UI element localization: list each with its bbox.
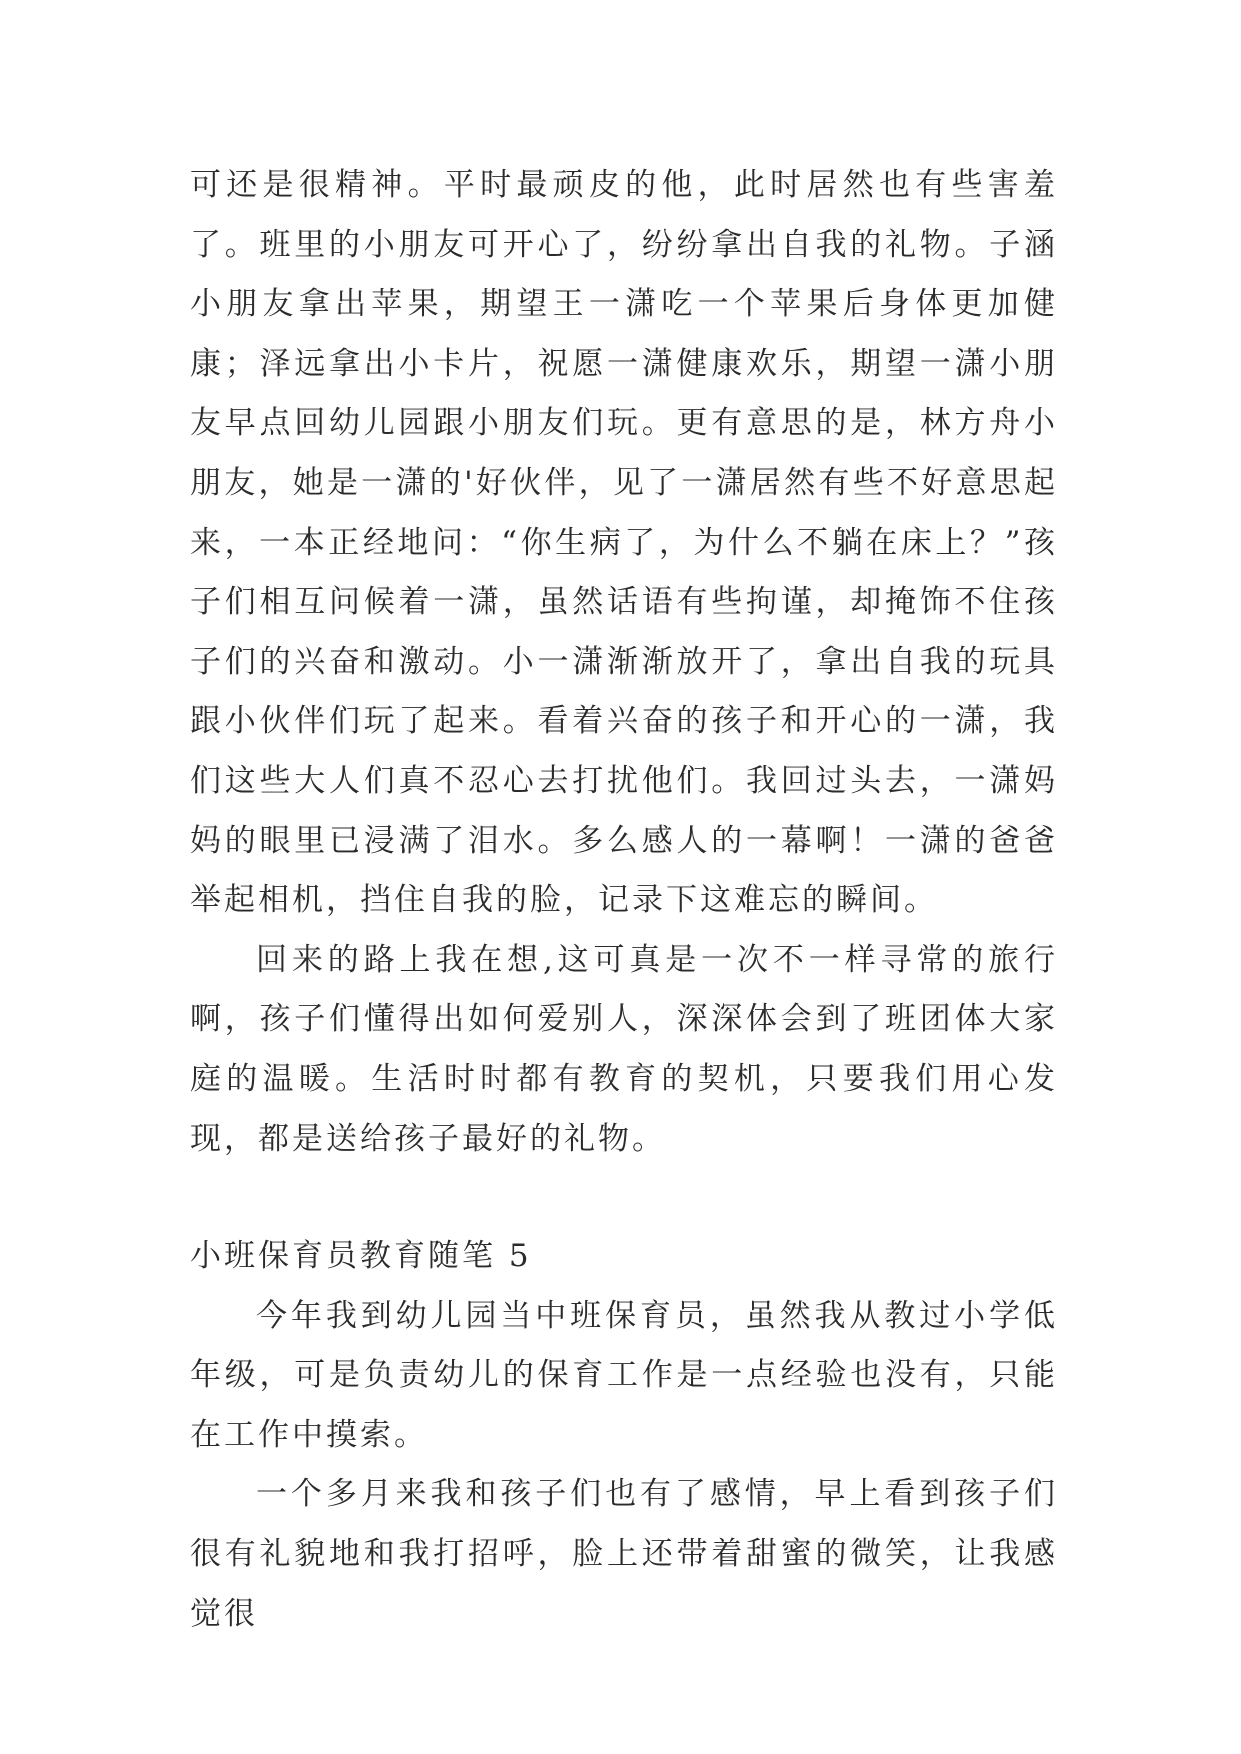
section-heading: 小班保育员教育随笔 5: [190, 1238, 532, 1275]
paragraph-new-job: 今年我到幼儿园当中班保育员，虽然我从教过小学低年级，可是负责幼儿的保育工作是一点经验也没有，只能在工作中摸索。: [190, 1297, 1058, 1453]
document-body: [190, 156, 1058, 1644]
paragraph-continued: 可还是很精神。平时最顽皮的他，此时居然也有些害羞了。班里的小朋友可开心了，纷纷拿出自我的礼物。子涵小朋友拿出苹果，期望王一潇吃一个苹果后身体更加健康；泽远拿出小卡片，祝愿一潇健康欢乐，期望一潇小朋友早点回幼儿园跟小朋友们玩。更有意思的是，林方舟小朋友，她是一潇的'好伙伴，见了一潇居然有些不好意思起来，一本正经地问：“你生病了，为什么不躺在床上？”孩子们相互问候着一潇，虽然话语有些拘谨，却掩饰不住孩子们的兴奋和激动。小一潇渐渐放开了，拿出自我的玩具跟小伙伴们玩了起来。看着兴奋的孩子和开心的一潇，我们这些大人们真不忍心去打扰他们。我回过头去，一潇妈妈的眼里已浸满了泪水。多么感人的一幕啊！一潇的爸爸举起相机，挡住自我的脸，记录下这难忘的瞬间。: [190, 167, 1058, 919]
paragraph-return-trip: 回来的路上我在想,这可真是一次不一样寻常的旅行啊，孩子们懂得出如何爱别人，深深体会到了班团体大家庭的温暖。生活时时都有教育的契机，只要我们用心发现，都是送给孩子最好的礼物。: [190, 941, 1058, 1157]
paragraph-feelings: 一个多月来我和孩子们也有了感情，早上看到孩子们很有礼貌地和我打招呼，脸上还带着甜蜜的微笑，让我感觉很: [190, 1476, 1058, 1632]
